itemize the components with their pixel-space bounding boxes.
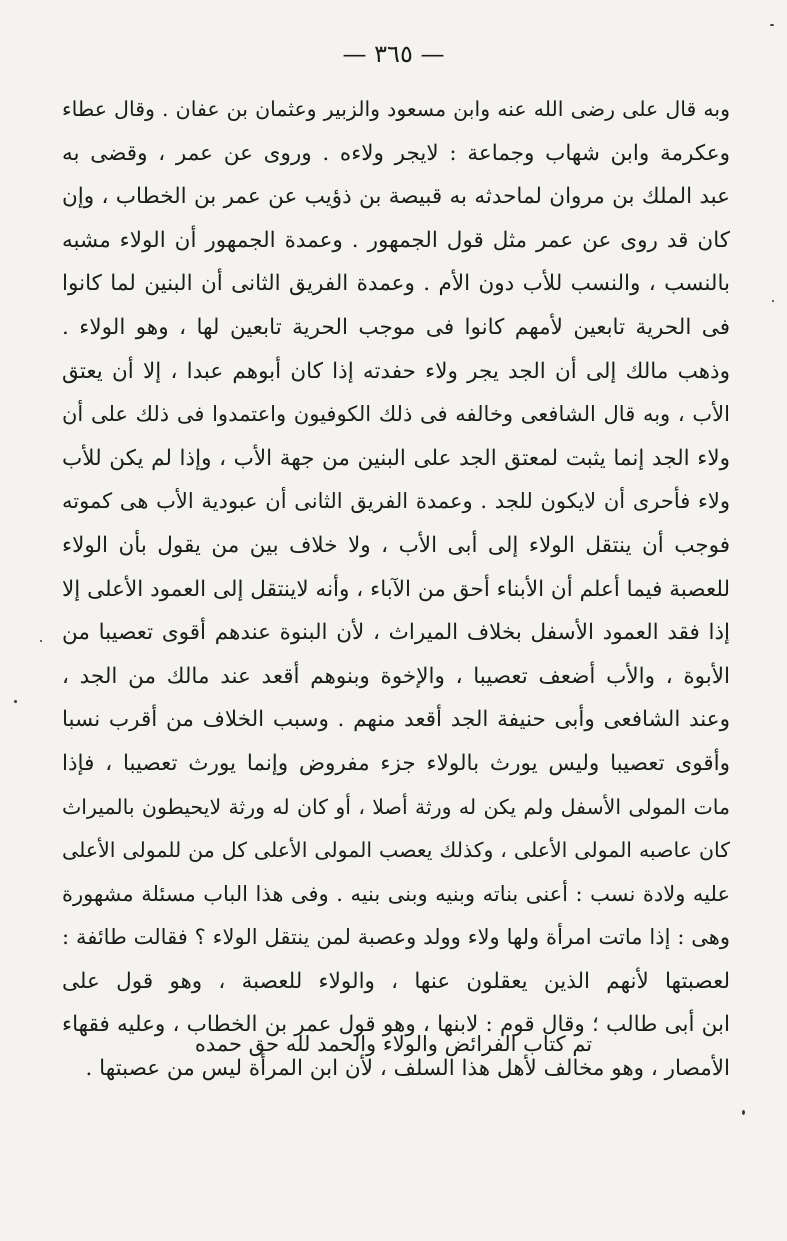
text-line: وعكرمة وابن شهاب وجماعة : لايجر ولاءه . وروى عن عمر ، وقضى به [62,140,730,166]
text-line: ابن أبى طالب ؛ وقال قوم : لابنها ، وهو قول عمر بن الخطاب ، وعليه فقهاء [62,1012,730,1038]
text-line: وعند الشافعى وأبى حنيفة الجد أقعد منهم . وسبب الخلاف من أقرب نسبا [62,707,730,733]
text-line: وأقوى تعصيبا وليس يورث بالولاء جزء مفروض وإنما يورث تعصيبا ، فإذا [62,750,730,776]
closing-line: تم كتاب الفرائض والولاء والحمد لله حق حمده [194,1032,593,1056]
text-line: وبه قال على رضى الله عنه وابن مسعود والزبير وعثمان بن عفان . وقال عطاء [62,97,730,121]
text-line: كان قد روى عن عمر مثل قول الجمهور . وعمدة الجمهور أن الولاء مشبه [62,227,730,253]
text-line: فوجب أن ينتقل الولاء إلى أبى الأب ، ولا خلاف بين من يقول بأن الولاء [62,532,730,558]
text-line: وهى : إذا ماتت امرأة ولها ولاء وولد وعصبة لمن ينتقل الولاء ؟ فقالت طائفة : [62,925,730,950]
text-line: ولاء فأحرى أن لايكون للجد . وعمدة الفريق الثانى أن عبودية الأب هى كموته [62,489,730,514]
text-line: بالنسب ، والنسب للأب دون الأم . وعمدة الفريق الثانى أن البنين لما كانوا [62,271,730,297]
text-line: عليه ولادة نسب : أعنى بناته وبنيه وبنى بنيه . وفى هذا الباب مسئلة مشهورة [62,881,730,906]
scan-speck [40,640,42,642]
text-line: كان عاصبه المولى الأعلى ، وكذلك يعصب المولى الأعلى كل من للمولى الأعلى [62,838,730,863]
text-line: مات المولى الأسفل ولم يكن له ورثة أصلا ، أو كان له ورثة لايحيطون بالميراث [62,794,730,819]
text-line: فى الحرية تابعين لأمهم كانوا فى موجب الحرية تابعين لها ، وهو الولاء . [62,314,730,340]
scan-speck [770,24,774,26]
text-line: إذا فقد العمود الأسفل بخلاف الميراث ، لأن البنوة عندهم أقوى تعصيبا من [62,620,730,646]
text-line: عبد الملك بن مروان لماحدثه به قبيصة بن ذؤيب عن عمر بن الخطاب ، وإن [62,184,730,210]
text-line: ولاء الجد إنما يثبت لمعتق الجد على البنين من جهة الأب ، وإذا لم يكن للأب [62,445,730,471]
scan-speck [14,700,17,703]
text-line: الأمصار ، وهو مخالف لأهل هذا السلف ، لأن ابن المرأة ليس من عصبتها . [85,1056,730,1082]
text-line: وذهب مالك إلى أن الجد يجر ولاء حفدته إذا كان أبوهم عبدا ، إلا أن يعتق [62,358,730,384]
text-line: لعصبتها لأنهم الذين يعقلون عنها ، والولاء للعصبة ، وهو قول على [62,968,730,994]
text-line: للعصبة فيما أعلم أن الأبناء أحق من الآباء ، وأنه لاينتقل إلى العمود الأعلى إلا [62,576,730,602]
scan-speck [742,1110,745,1115]
scan-speck [772,300,774,302]
text-line: الأب ، وبه قال الشافعى وخالفه فى ذلك الكوفيون واعتمدوا فى ذلك على أن [62,402,730,427]
body-text [62,88,730,1091]
page-number: — ٣٦٥ — [342,40,445,68]
text-line: الأبوة ، والأب أضعف تعصيبا ، والإخوة وبنوهم أقعد عند مالك من الجد ، [62,663,730,689]
